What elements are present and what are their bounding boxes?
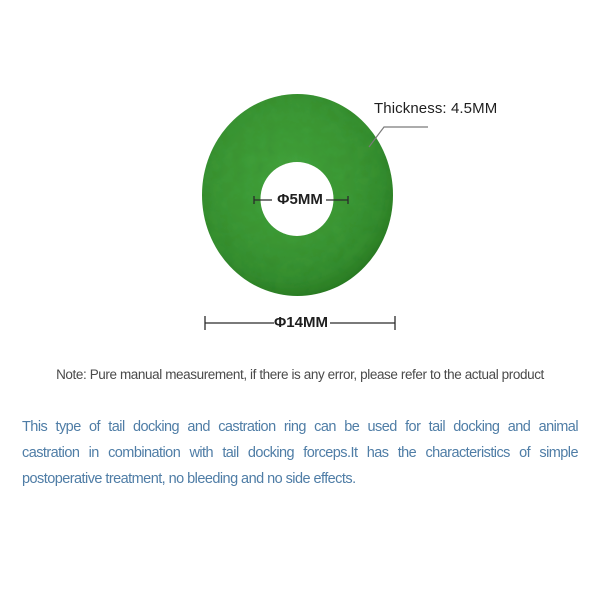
description-line: postoperative treatment, no bleeding and no side effects. [22, 471, 356, 487]
description-line: castration in combination with tail docking forceps.It has the characteristics of simple [22, 445, 578, 461]
inner-diameter-label: Φ5MM [277, 191, 323, 208]
description-line: This type of tail docking and castration ring can be used for tail docking and animal [22, 419, 578, 435]
product-description [22, 414, 578, 492]
outer-diameter-label: Φ14MM [274, 314, 328, 331]
thickness-label: Thickness: 4.5MM [374, 100, 498, 117]
measurement-note: Note: Pure manual measurement, if there is any error, please refer to the actual product [56, 367, 544, 382]
